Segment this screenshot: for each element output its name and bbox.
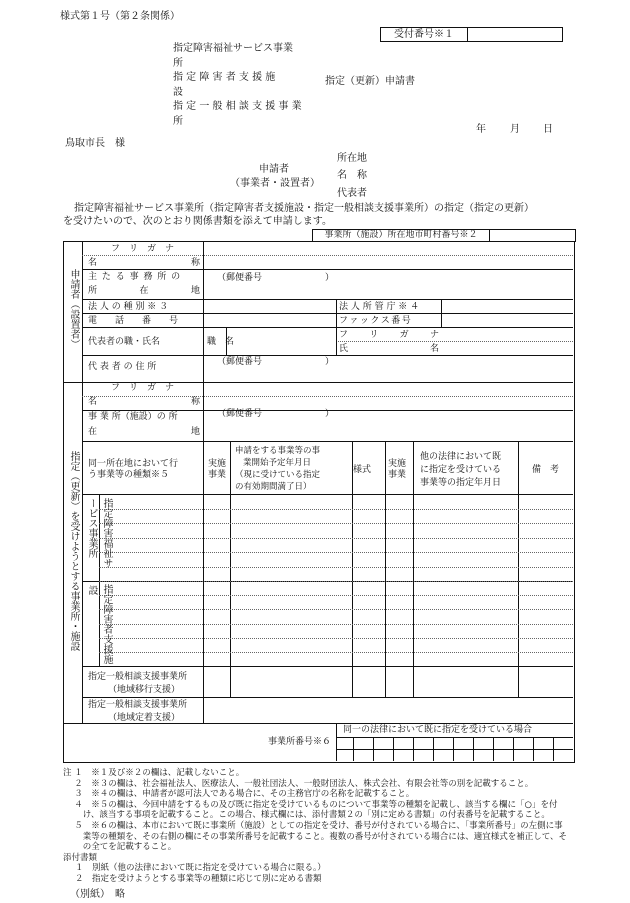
facility-name-label: 名 称 (88, 397, 200, 407)
addressee: 鳥取市長 様 (65, 138, 125, 149)
office-location-label: 所 在 地 (88, 286, 200, 296)
grid-line (203, 441, 204, 723)
group-label-service-b: ービス事業所 (86, 498, 97, 558)
grid-line (230, 441, 231, 697)
type-line: 設 (173, 86, 183, 98)
grid-line (99, 624, 573, 625)
header-start-date: 申請をする事業等の事 業開始予定年月日 （現に受けている指定 の有効期間満了日） (235, 446, 321, 492)
receipt-number-field[interactable] (468, 28, 563, 42)
same-law-label: 同一の法律において既に指定を受けている場合 (343, 725, 533, 735)
office-number-label: 事業所番号※６ (268, 737, 332, 747)
grid-line (336, 749, 573, 750)
attachment-item: １ 別紙（他の法律において既に指定を受けている場合に限る。） (75, 863, 326, 874)
grid-line (433, 737, 434, 761)
facility-furigana-label: フ リ ガ ナ (111, 383, 175, 393)
document-title: 指定（更新）申請書 (325, 76, 415, 87)
application-table (63, 241, 575, 763)
grid-line (82, 382, 83, 723)
representative-name-label: 氏 名 (339, 344, 439, 354)
grid-line (99, 567, 573, 568)
grid-line (99, 595, 573, 596)
group-label-facility-b: 指定障害者支援施 (101, 584, 112, 664)
grid-line (82, 269, 573, 270)
furigana-label: フ リ ガ ナ (111, 244, 175, 254)
grid-line (99, 609, 573, 610)
header-implementation-2: 実施 事業 (388, 459, 407, 480)
grid-line (473, 737, 474, 761)
representative-label: 代表者の職・氏名 (88, 337, 161, 347)
row-transition-support: 指定一般相談支援事業所 （地域移行支援） (88, 672, 188, 695)
applicant-name-label: 名 称 (337, 170, 367, 181)
notes (63, 768, 567, 885)
header-other-law: 他の法律において既 に指定を受けている 事業等の指定年月日 (420, 452, 502, 488)
grid-line (99, 538, 573, 539)
representative-furigana-label: フ リ ガ ナ (339, 330, 439, 340)
facility-location-label-2: 在 地 (88, 427, 200, 437)
facility-type-list (173, 42, 302, 129)
group-label-facility-a: 設 (86, 585, 97, 595)
type-line: 指 定 障 害 者 支 援 施 (173, 72, 276, 83)
grid-line (336, 341, 573, 342)
side-label-applicant: 申請者（設置者） (68, 269, 79, 349)
grid-line (82, 441, 573, 442)
type-line: 指 定 一 般 相 談 支 援 事 業 (173, 101, 302, 112)
grid-line (99, 523, 573, 524)
phone-label: 電 話 番 号 (88, 316, 179, 326)
form-number: 様式第１号（第２条関係） (60, 11, 180, 22)
date-year: 年 (476, 124, 486, 135)
note-line: け、該当する事項を記載すること。この場合、様式欄には、添付書類２の「別に定める書類」の付表番号を記載すること。 (63, 810, 550, 821)
intro-text-1: 指定障害福祉サービス事業所（指定障害者支援施設・指定一般相談支援事業所）の指定（指定の更新） (74, 203, 534, 214)
grid-line (413, 737, 414, 761)
grid-line (518, 441, 519, 697)
postal-code-field[interactable]: （郵便番号 ） (217, 273, 335, 283)
grid-line (82, 355, 573, 356)
applicant-label: 申請者 (259, 164, 289, 175)
header-notes: 備 考 (532, 465, 560, 475)
representative-address-label: 代 表 者 の 住 所 (88, 362, 157, 372)
note-line: ２ ※３の欄は、社会福祉法人、医療法人、一般社団法人、一般財団法人、株式会社、有限会社等の別を記載すること。 (63, 778, 534, 789)
applicant-sublabel: （事業者・設置者） (230, 178, 320, 189)
note-line: ４ ※５の欄は、今回申請をするもの及び既に指定を受けているものについて事業等の種類を記載し、該当する欄に「○」を付 (63, 799, 558, 810)
fax-label: ファックス番号 (339, 316, 413, 326)
grid-line (82, 255, 573, 256)
grid-line (385, 441, 386, 697)
note-line: 業等の種類を、その右側の欄にその事業所番号を記載すること。複数の番号が付されている場合には、適宜様式を補正して、そ (63, 831, 568, 842)
header-types: 同一所在地において行 う事業等の種類※５ (88, 459, 179, 480)
name-label: 名 称 (88, 258, 200, 268)
facility-postal-field[interactable]: （郵便番号 ） (217, 409, 335, 419)
side-label-facility: 指定（更新）を受けようとする事業所・施設 (68, 451, 79, 651)
grid-line (82, 494, 573, 495)
type-line: 指定障害福祉サービス事業 (173, 43, 293, 54)
grid-line (413, 441, 414, 697)
grid-line (82, 666, 573, 667)
grid-line (336, 737, 573, 738)
grid-line (553, 737, 554, 761)
city-code-field[interactable] (490, 230, 576, 242)
facility-location-label: 事 業 所（施設）の 所 (88, 412, 178, 422)
representative-post-label: 職 名 (207, 337, 235, 347)
annex-label: （別紙） 略 (70, 889, 125, 900)
grid-line (393, 737, 394, 761)
note-line: 注 １ ※１及び※２の欄は、記載しないこと。 (63, 768, 245, 778)
grid-line (99, 638, 573, 639)
intro-text-2: を受けたいので、次のとおり関係書類を添えて申請します。 (63, 216, 332, 227)
row-settlement-support: 指定一般相談支援事業所 （地域定着支援） (88, 700, 188, 723)
attachments-title: 添付書類 (63, 852, 98, 863)
office-label: 主 た る 事 務 所 の (88, 272, 182, 282)
note-line: の全てを記載すること。 (63, 842, 177, 853)
applicant-representative-label: 代表者 (337, 188, 367, 199)
date-day: 日 (543, 124, 553, 135)
grid-line (533, 737, 534, 761)
corp-authority-label: 法 人 所 管 庁 ※ ４ (339, 302, 420, 312)
date-month: 月 (510, 124, 520, 135)
header-form: 様式 (353, 465, 372, 475)
type-line: 所 (173, 115, 183, 127)
grid-line (336, 723, 337, 761)
grid-line (99, 509, 573, 510)
grid-line (352, 441, 353, 697)
corp-type-label: 法 人 の 種 別 ※ ３ (88, 302, 169, 312)
city-code-label: 事業所（施設）所在地市町村番号※２ (313, 230, 490, 242)
grid-line (453, 737, 454, 761)
receipt-number-label: 受付番号※１ (381, 28, 468, 42)
grid-line (203, 382, 204, 441)
grid-line (513, 737, 514, 761)
grid-line (353, 737, 354, 761)
grid-line (99, 552, 573, 553)
grid-line (373, 737, 374, 761)
note-line: ３ ※４の欄は、申請者が認可法人である場合に、その主務官庁の名称を記載すること。 (63, 789, 415, 800)
grid-line (493, 737, 494, 761)
grid-line (336, 299, 337, 355)
receipt-number-box (380, 27, 563, 42)
grid-line (441, 299, 442, 327)
grid-line (82, 299, 573, 300)
note-line: ５ ※６の欄は、本市において既に事業所（施設）としての指定を受け、番号が付されている場合に、「事業所番号」の左側に事 (63, 820, 563, 831)
grid-line (82, 697, 573, 698)
applicant-location-label: 所在地 (337, 153, 367, 164)
grid-line (203, 241, 204, 382)
grid-line (82, 327, 573, 328)
type-line: 所 (173, 57, 183, 69)
attachment-item: ２ 指定を受けようとする事業等の種類に応じて別に定める書類 (75, 873, 322, 884)
group-label-service-a: 指定障害福祉サ (101, 498, 112, 568)
grid-line (82, 313, 573, 314)
grid-line (82, 241, 83, 382)
grid-line (99, 581, 573, 582)
representative-postal-field[interactable]: （郵便番号 ） (217, 357, 335, 367)
grid-line (99, 652, 573, 653)
header-implementation: 実施 事業 (208, 459, 227, 480)
